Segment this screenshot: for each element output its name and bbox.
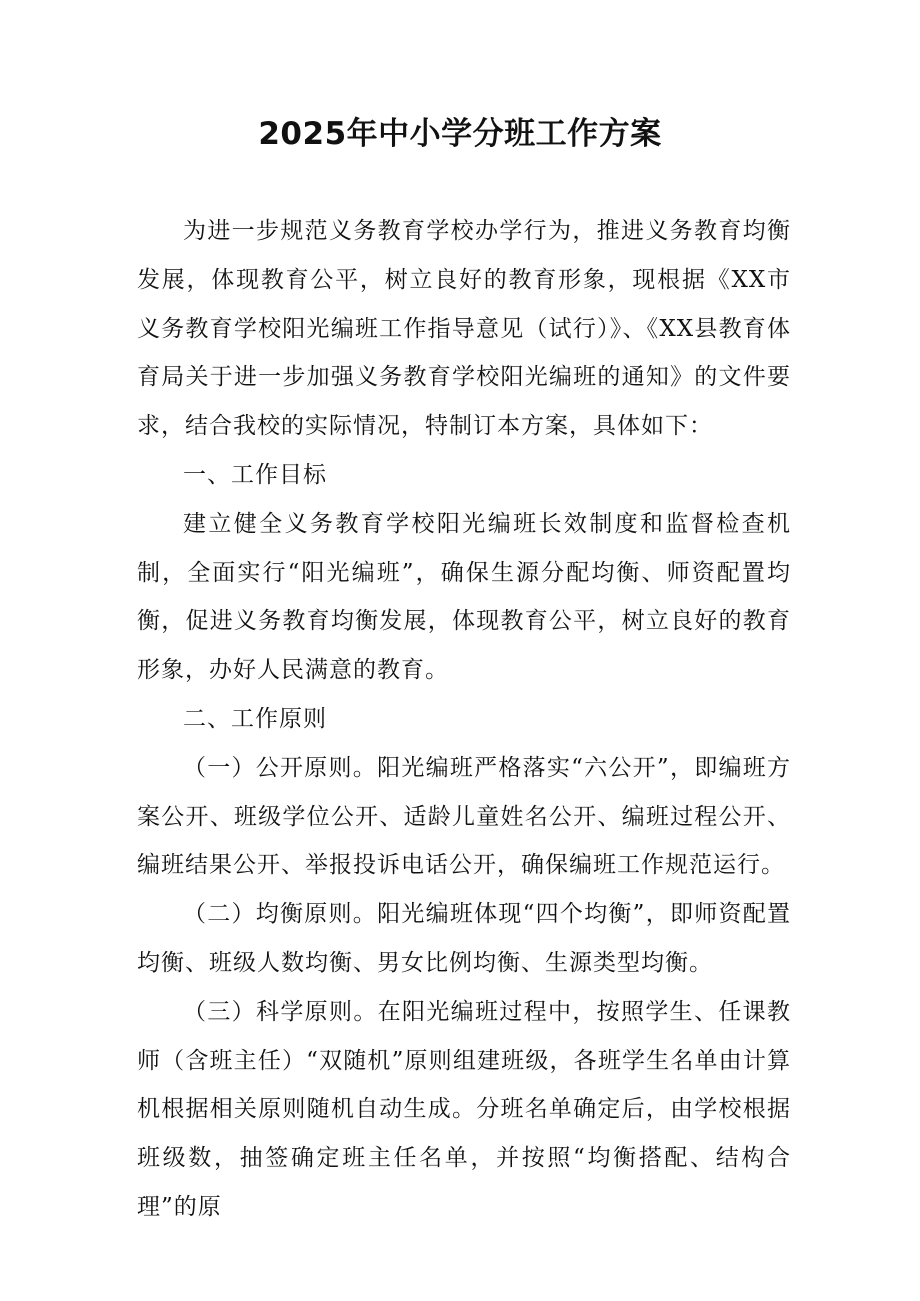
document-title: 2025年中小学分班工作方案: [258, 116, 662, 152]
paragraph-principle-open: （一）公开原则。阳光编班严格落实“六公开”，即编班方案公开、班级学位公开、适龄儿童姓名公开、编班过程公开、编班结果公开、举报投诉电话公开，确保编班工作规范运行。: [137, 754, 791, 879]
paragraph-principle-science: （三）科学原则。在阳光编班过程中，按照学生、任课教师（含班主任）“双随机”原则组建班级，各班学生名单由计算机根据相关原则随机自动生成。分班名单确定后，由学校根据班级数，抽签确定班主任名单，并按照“均衡搭配、结构合理”的原: [137, 998, 791, 1220]
document-body: [137, 207, 791, 1232]
paragraph-goals: 建立健全义务教育学校阳光编班长效制度和监督检查机制，全面实行“阳光编班”，确保生源分配均衡、师资配置均衡，促进义务教育均衡发展，体现教育公平，树立良好的教育形象，办好人民满意的教育。: [137, 510, 791, 684]
section-heading-principles: 二、工作原则: [183, 705, 327, 732]
paragraph-principle-balance: （二）均衡原则。阳光编班体现“四个均衡”，即师资配置均衡、班级人数均衡、男女比例均衡、生源类型均衡。: [137, 901, 791, 976]
section-heading-goals: 一、工作目标: [183, 461, 327, 488]
paragraph-intro: 为进一步规范义务教育学校办学行为，推进义务教育均衡发展，体现教育公平，树立良好的教育形象，现根据《XX市义务教育学校阳光编班工作指导意见（试行）》、《XX县教育体育局关于进一步加强义务教育学校阳光编班的通知》的文件要求，结合我校的实际情况，特制订本方案，具体如下：: [137, 218, 791, 440]
